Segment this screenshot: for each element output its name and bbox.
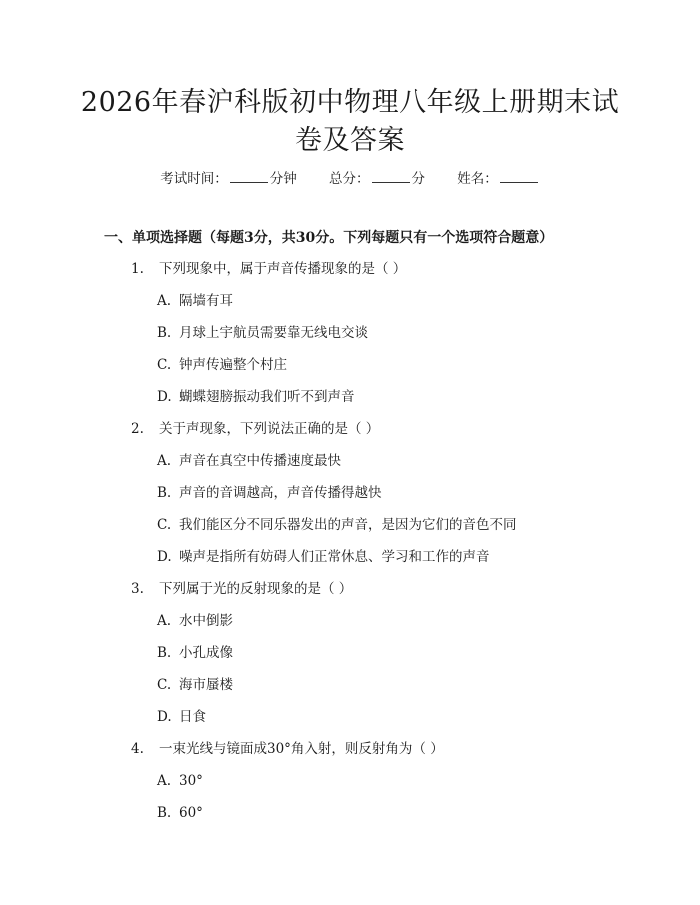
page-title-line-1: 2026年春沪科版初中物理八年级上册期末试 bbox=[80, 87, 620, 118]
question-number: 1. bbox=[131, 261, 144, 277]
option-letter: B. bbox=[157, 325, 172, 341]
option-letter: C. bbox=[157, 677, 172, 693]
option-text: 水中倒影 bbox=[179, 613, 233, 629]
question-text: 一束光线与镜面成30°角入射，则反射角为（ ） bbox=[159, 741, 444, 757]
option-letter: C. bbox=[157, 517, 172, 533]
option-letter: B. bbox=[157, 485, 172, 501]
page-title-line-2: 卷及答案 bbox=[295, 125, 405, 156]
option-text: 蝴蝶翅膀振动我们听不到声音 bbox=[179, 389, 355, 405]
question-3-option-d bbox=[157, 707, 206, 727]
question-1-option-d bbox=[157, 387, 355, 407]
total-score-blank bbox=[372, 168, 410, 183]
question-4-option-b bbox=[157, 803, 203, 823]
question-3-option-c bbox=[157, 675, 233, 695]
option-text: 海市蜃楼 bbox=[179, 677, 233, 693]
question-2 bbox=[131, 419, 379, 439]
option-text: 30° bbox=[179, 773, 203, 789]
total-score-field bbox=[329, 168, 425, 189]
question-3 bbox=[131, 579, 352, 599]
option-letter: D. bbox=[157, 549, 172, 565]
question-2-option-d bbox=[157, 547, 490, 567]
student-name-field bbox=[457, 168, 540, 189]
option-letter: B. bbox=[157, 805, 172, 821]
question-text: 下列属于光的反射现象的是（ ） bbox=[159, 581, 353, 597]
student-name-label: 姓名： bbox=[457, 171, 498, 187]
option-text: 声音在真空中传播速度最快 bbox=[179, 453, 341, 469]
question-2-option-a bbox=[157, 451, 341, 471]
question-number: 3. bbox=[131, 581, 144, 597]
question-text: 下列现象中，属于声音传播现象的是（ ） bbox=[159, 261, 407, 277]
student-name-blank bbox=[500, 168, 538, 183]
option-text: 60° bbox=[179, 805, 203, 821]
question-1-option-b bbox=[157, 323, 368, 343]
option-letter: A. bbox=[157, 293, 172, 309]
question-3-option-b bbox=[157, 643, 233, 663]
option-text: 我们能区分不同乐器发出的声音，是因为它们的音色不同 bbox=[179, 517, 517, 533]
question-4-option-a bbox=[157, 771, 203, 791]
total-score-unit: 分 bbox=[411, 171, 425, 187]
option-letter: A. bbox=[157, 453, 172, 469]
option-letter: C. bbox=[157, 357, 172, 373]
option-text: 噪声是指所有妨碍人们正常休息、学习和工作的声音 bbox=[179, 549, 490, 565]
option-letter: B. bbox=[157, 645, 172, 661]
question-text: 关于声现象，下列说法正确的是（ ） bbox=[159, 421, 380, 437]
question-2-option-c bbox=[157, 515, 517, 535]
exam-time-field bbox=[160, 168, 297, 189]
option-text: 隔墙有耳 bbox=[179, 293, 233, 309]
question-1-option-a bbox=[157, 291, 233, 311]
option-text: 日食 bbox=[179, 709, 206, 725]
option-letter: D. bbox=[157, 709, 172, 725]
section-heading: 一、单项选择题（每题3分，共30分。下列每题只有一个选项符合题意） bbox=[104, 230, 554, 246]
question-2-option-b bbox=[157, 483, 382, 503]
option-text: 声音的音调越高，声音传播得越快 bbox=[179, 485, 382, 501]
question-number: 2. bbox=[131, 421, 144, 437]
exam-info-line bbox=[0, 168, 700, 189]
option-text: 月球上宇航员需要靠无线电交谈 bbox=[179, 325, 368, 341]
option-letter: D. bbox=[157, 389, 172, 405]
question-3-option-a bbox=[157, 611, 233, 631]
option-text: 钟声传遍整个村庄 bbox=[179, 357, 287, 373]
option-text: 小孔成像 bbox=[179, 645, 233, 661]
question-4 bbox=[131, 739, 444, 759]
total-score-label: 总分： bbox=[329, 171, 370, 187]
exam-time-label: 考试时间： bbox=[160, 171, 228, 187]
question-1-option-c bbox=[157, 355, 287, 375]
exam-time-unit: 分钟 bbox=[269, 171, 297, 187]
option-letter: A. bbox=[157, 773, 172, 789]
question-1 bbox=[131, 259, 406, 279]
option-letter: A. bbox=[157, 613, 172, 629]
exam-time-blank bbox=[230, 168, 268, 183]
question-number: 4. bbox=[131, 741, 144, 757]
